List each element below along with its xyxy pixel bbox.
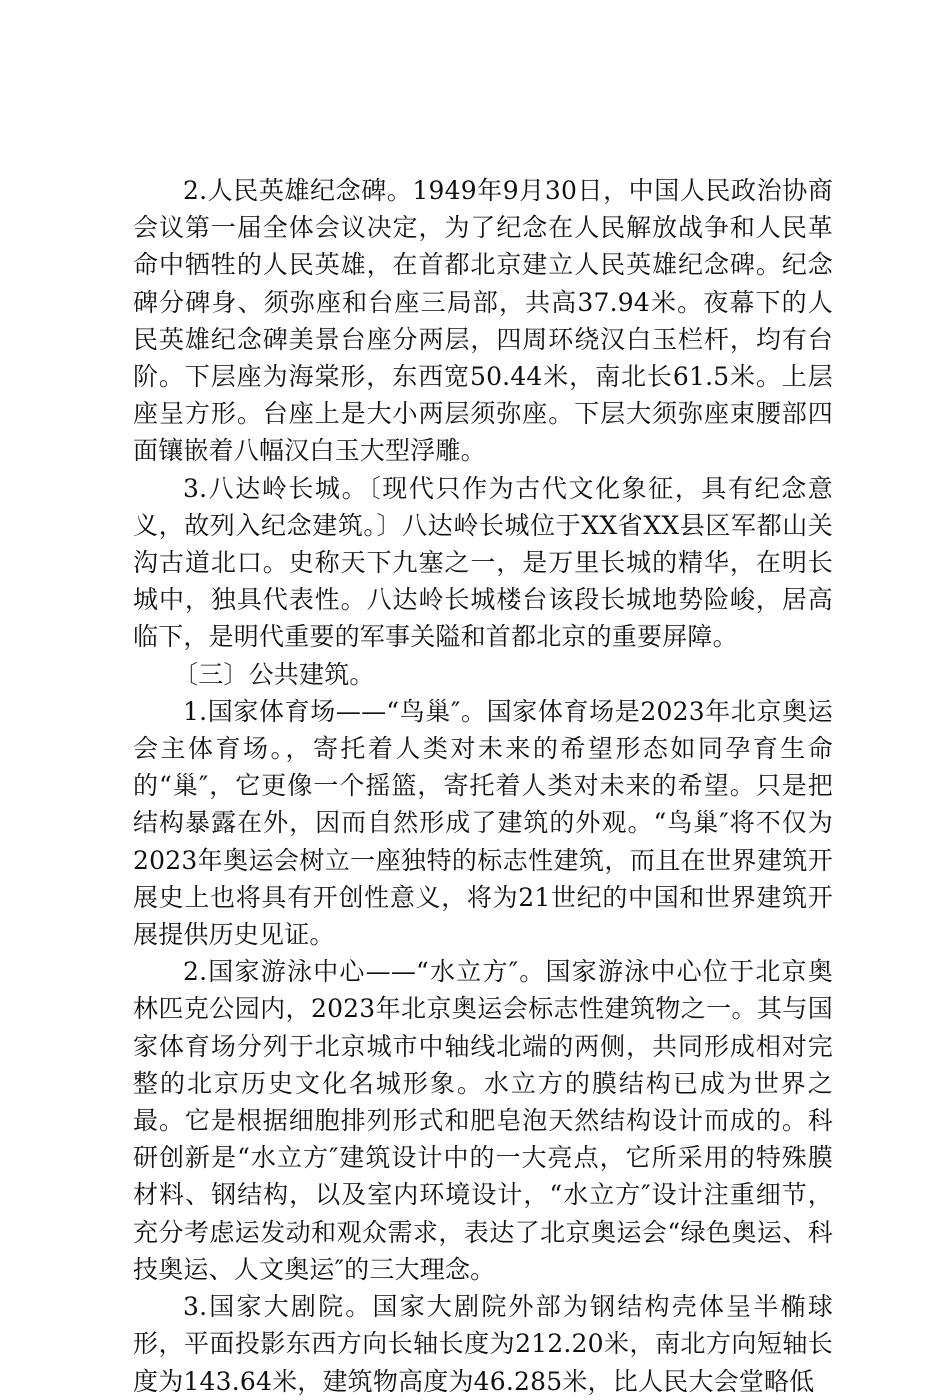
paragraph-badaling: 3.八达岭长城。〔现代只作为古代文化象征，具有纪念意义，故列入纪念建筑。〕八达岭长城位于XX省XX县区军都山关沟古道北口。史称天下九塞之一，是万里长城的精华，在明长城中，独具代表性。八达岭长城楼台该段长城地势险峻，居高临下，是明代重要的军事关隘和首都北京的重要屏障。: [133, 473, 833, 652]
paragraph-water-cube: 2.国家游泳中心——“水立方″。国家游泳中心位于北京奥林匹克公园内，2023年北京奥运会标志性建筑物之一。其与国家体育场分列于北京城市中轴线北端的两侧，共同形成相对完整的北京历史文化名城形象。水立方的膜结构已成为世界之最。它是根据细胞排列形式和肥皂泡天然结构设计而成的。科研创新是“水立方″建筑设计中的一大亮点，它所采用的特殊膜材料、钢结构，以及室内环境设计，“水立方″设计注重细节，充分考虑运发动和观众需求，表达了北京奥运会“绿色奥运、科技奥运、人文奥运″的三大理念。: [133, 957, 833, 1284]
section-heading-public-buildings: 〔三〕公共建筑。: [173, 659, 375, 689]
paragraph-grand-theatre: 3.国家大剧院。国家大剧院外部为钢结构壳体呈半椭球形，平面投影东西方向长轴长度为212.20米，南北方向短轴长度为143.64米，建筑物高度为46.285米，比人民大会堂略低: [133, 1292, 833, 1396]
document-body: [133, 172, 833, 1400]
paragraph-monument: 2.人民英雄纪念碑。1949年9月30日，中国人民政治协商会议第一届全体会议决定，为了纪念在人民解放战争和人民革命中牺牲的人民英雄，在首都北京建立人民英雄纪念碑。纪念碑分碑身、须弥座和台座三局部，共高37.94米。夜幕下的人民英雄纪念碑美景台座分两层，四周环绕汉白玉栏杆，均有台阶。下层座为海棠形，东西宽50.44米，南北长61.5米。上层座呈方形。台座上是大小两层须弥座。下层大须弥座束腰部四面镶嵌着八幅汉白玉大型浮雕。: [133, 176, 833, 466]
paragraph-birds-nest: 1.国家体育场——“鸟巢″。国家体育场是2023年北京奥运会主体育场。，寄托着人类对未来的希望形态如同孕育生命的“巢″，它更像一个摇篮，寄托着人类对未来的希望。只是把结构暴露在外，因而自然形成了建筑的外观。“鸟巢″将不仅为2023年奥运会树立一座独特的标志性建筑，而且在世界建筑开展史上也将具有开创性意义，将为21世纪的中国和世界建筑开展提供历史见证。: [133, 696, 833, 950]
